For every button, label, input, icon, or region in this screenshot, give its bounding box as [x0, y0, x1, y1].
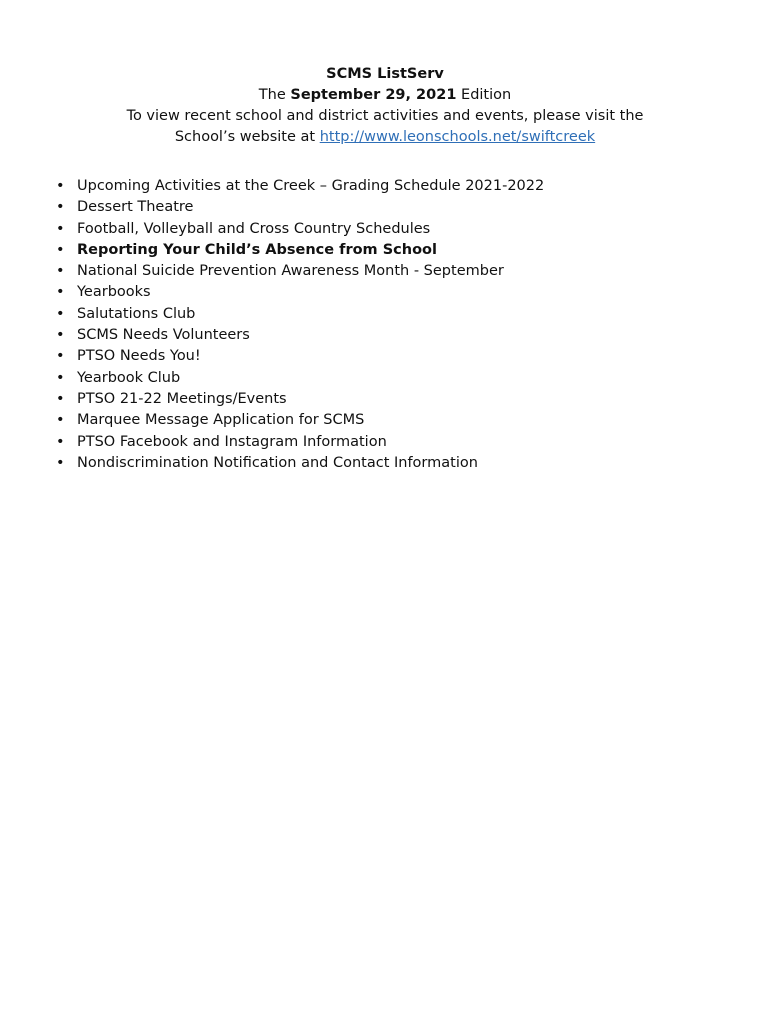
bullet-icon: •: [56, 284, 65, 301]
school-website-link[interactable]: http://www.leonschools.net/swiftcreek: [319, 129, 596, 145]
list-item: [56, 453, 544, 474]
website-prefix: School’s website at: [174, 129, 320, 145]
list-item: [56, 176, 544, 197]
newsletter-header: [0, 64, 770, 148]
list-item: [56, 410, 544, 431]
list-item-label: National Suicide Prevention Awareness Month - September: [77, 263, 504, 280]
list-item-label: Reporting Your Child’s Absence from School: [77, 241, 437, 258]
list-item: [56, 346, 544, 367]
list-item-label: Marquee Message Application for SCMS: [77, 412, 365, 429]
list-item-label: Yearbooks: [77, 284, 151, 301]
bullet-icon: •: [56, 433, 65, 450]
contents-list: [56, 176, 544, 474]
list-item: [56, 325, 544, 346]
bullet-icon: •: [56, 348, 65, 365]
bullet-icon: •: [56, 412, 65, 429]
list-item: [56, 219, 544, 240]
list-item-label: Upcoming Activities at the Creek – Grading Schedule 2021-2022: [77, 178, 545, 194]
list-item: [56, 197, 544, 218]
edition-prefix: The: [258, 87, 291, 103]
list-item: [56, 282, 544, 303]
list-item-label: Salutations Club: [77, 305, 196, 322]
list-item: [56, 432, 544, 453]
bullet-icon: •: [56, 454, 65, 471]
list-item: [56, 368, 544, 389]
list-item-label: PTSO 21-22 Meetings/Events: [77, 390, 287, 407]
list-item-label: PTSO Facebook and Instagram Information: [77, 433, 387, 450]
list-item-label: PTSO Needs You!: [77, 348, 201, 365]
list-item-label: Football, Volleyball and Cross Country Schedules: [77, 220, 431, 237]
list-item: [56, 261, 544, 282]
newsletter-title: SCMS ListServ: [326, 66, 444, 82]
edition-line: [0, 85, 770, 106]
website-line: [0, 127, 770, 148]
bullet-icon: •: [56, 199, 65, 216]
edition-date: September 29, 2021: [290, 87, 457, 103]
bullet-icon: •: [56, 241, 65, 258]
bullet-icon: •: [56, 390, 65, 407]
bullet-icon: •: [56, 178, 65, 194]
bullet-icon: •: [56, 369, 65, 386]
list-item: [56, 304, 544, 325]
list-item-label: Yearbook Club: [77, 369, 181, 386]
list-item-label: Nondiscrimination Notification and Contact Information: [77, 454, 478, 471]
bullet-icon: •: [56, 263, 65, 280]
visit-instructions: To view recent school and district activities and events, please visit the: [126, 108, 644, 124]
list-item-label: SCMS Needs Volunteers: [77, 327, 250, 344]
bullet-icon: •: [56, 220, 65, 237]
list-item-label: Dessert Theatre: [77, 199, 194, 216]
bullet-icon: •: [56, 305, 65, 322]
list-item: [56, 240, 544, 261]
edition-suffix: Edition: [456, 87, 512, 103]
bullet-icon: •: [56, 327, 65, 344]
list-item: [56, 389, 544, 410]
